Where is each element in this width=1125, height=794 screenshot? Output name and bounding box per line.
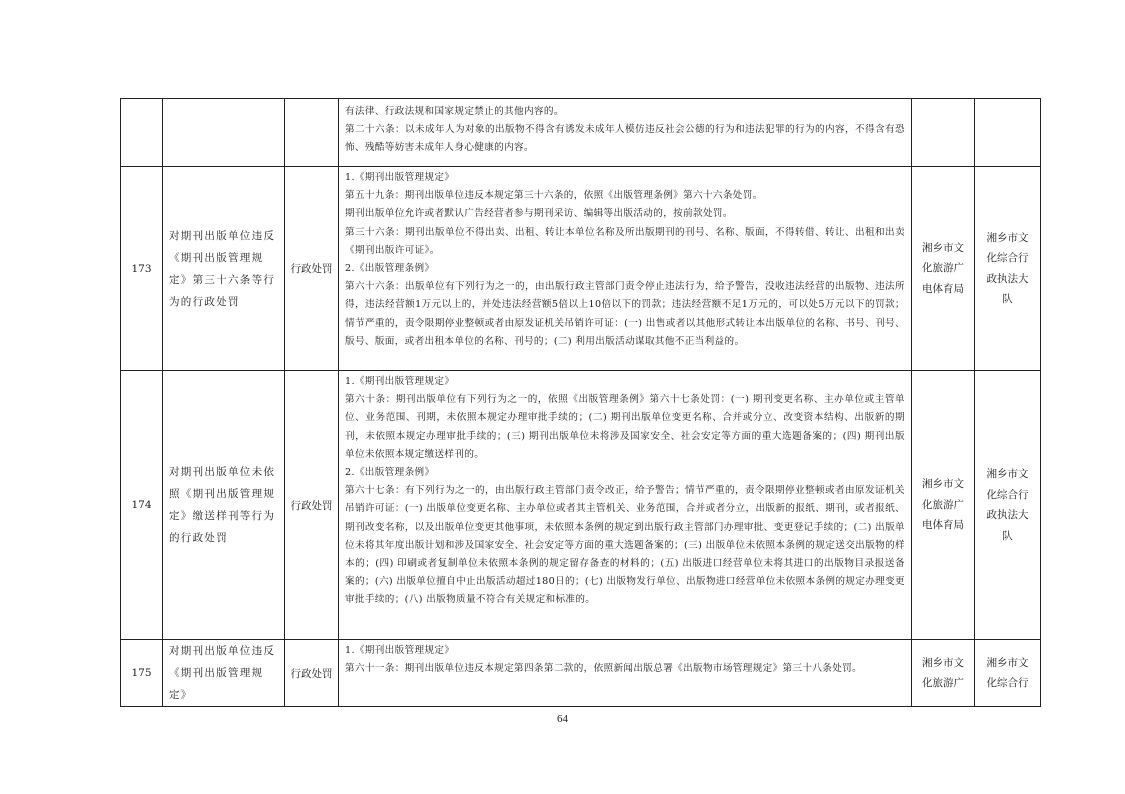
legal-basis (339, 167, 912, 371)
legal-basis (339, 371, 912, 640)
row-number: 174 (121, 371, 163, 640)
basis-line: 第六十六条：出版单位有下列行为之一的，由出版行政主管部门责令停止违法行为，给予警告，没收违法经营的出版物、违法所得，违法经营额1万元以上的，并处违法经营额5倍以上10倍以下的罚款；违法经营额不足1万元的，可以处5万元以下的罚款；情节严重的，责令限期停业整顿或者由原发证机关吊销许可证：(一) 出售或者以其他形式转让本出版单位的名称、书号、刊号、版号、版面，或者出租本单位的名称、刊号的；(二) 利用出版活动谋取其他不正当利益的。 (345, 281, 905, 347)
legal-basis (339, 640, 912, 707)
penalty-type: 行政处罚 (285, 167, 339, 371)
item-name: 对期刊出版单位未依照《期刊出版管理规定》缴送样刊等行为的行政处罚 (163, 371, 285, 640)
page-number: 64 (557, 713, 568, 725)
basis-line: 有法律、行政法规和国家规定禁止的其他内容的。 (345, 106, 564, 117)
basis-line: 1.《期刊出版管理规定》 (345, 376, 455, 387)
enforcement-agency (975, 99, 1041, 167)
basis-line: 第六十一条：期刊出版单位违反本规定第四条第二款的，依照新闻出版总署《出版物市场管理规定》第三十八条处罚。 (345, 663, 863, 675)
table-row (121, 640, 1041, 707)
enforcement-agency: 湘乡市文化综合行政执法大队 (975, 167, 1041, 371)
enforcement-agency: 湘乡市文化综合行 (975, 640, 1041, 707)
basis-line: 2.《出版管理条例》 (345, 263, 435, 275)
responsible-department: 湘乡市文化旅游广 (912, 640, 975, 707)
basis-line: 1.《期刊出版管理规定》 (345, 645, 455, 656)
penalty-type: 行政处罚 (285, 371, 339, 640)
enforcement-agency: 湘乡市文化综合行政执法大队 (975, 371, 1041, 640)
basis-line: 第六十条：期刊出版单位有下列行为之一的，依照《出版管理条例》第六十七条处罚：(一) 期刊变更名称、主办单位或主管单位、业务范围、刊期，未依照本规定办理审批手续的；(二) 期刊出版单位变更名称、合并或分立、改变资本结构、出版新的期刊，未依照本规定办理审批手续的；(三) 期刊出版单位未将涉及国家安全、社会安定等方面的重大选题备案的；(四) 期刊出版单位未依照本规定缴送样刊的。 (345, 394, 905, 460)
basis-line: 2.《出版管理条例》 (345, 467, 435, 479)
row-number (121, 99, 163, 167)
item-name: 对期刊出版单位违反《期刊出版管理规定》第三十六条等行为的行政处罚 (163, 167, 285, 371)
responsible-department: 湘乡市文化旅游广电体育局 (912, 371, 975, 640)
basis-line: 第三十六条：期刊出版单位不得出卖、出租、转让本单位名称及所出版期刊的刊号、名称、版面，不得转借、转让、出租和出卖《期刊出版许可证》。 (345, 226, 905, 256)
row-number: 173 (121, 167, 163, 371)
basis-line: 期刊出版单位允许或者默认广告经营者参与期刊采访、编辑等出版活动的，按前款处罚。 (345, 208, 733, 220)
table-row (121, 99, 1041, 167)
penalty-type: 行政处罚 (285, 640, 339, 707)
item-name (163, 99, 285, 167)
responsible-department (912, 99, 975, 167)
basis-line: 第五十九条：期刊出版单位违反本规定第三十六条的，依照《出版管理条例》第六十六条处罚。 (345, 190, 763, 202)
legal-basis (339, 99, 912, 167)
item-name: 对期刊出版单位违反《期刊出版管理规定》 (163, 640, 285, 707)
basis-line: 第二十六条：以未成年人为对象的出版物不得含有诱发未成年人模仿违反社会公德的行为和违法犯罪的行为的内容，不得含有恐怖、残酷等妨害未成年人身心健康的内容。 (345, 124, 905, 154)
regulation-table (120, 98, 1041, 707)
responsible-department: 湘乡市文化旅游广电体育局 (912, 167, 975, 371)
row-number: 175 (121, 640, 163, 707)
table-row (121, 371, 1041, 640)
basis-line: 1.《期刊出版管理规定》 (345, 172, 455, 183)
basis-line: 第六十七条：有下列行为之一的，由出版行政主管部门责令改正，给予警告；情节严重的，责令限期停业整顿或者由原发证机关吊销许可证：(一) 出版单位变更名称、主办单位或者其主管机关、业务范围，合并或者分立，出版新的报纸、期刊，或者报纸、期刊改变名称，以及出版单位变更其他事项，未依照本条例的规定到出版行政主管部门办理审批、变更登记手续的；(二) 出版单位未将其年度出版计划和涉及国家安全、社会安定等方面的重大选题备案的；(三) 出版单位未依照本条例的规定送交出版物的样本的；(四) 印刷或者复制单位未依照本条例的规定留存备查的材料的；(五) 出版进口经营单位未将其进口的出版物目录报送备案的；(六) 出版单位擅自中止出版活动超过180日的；(七) 出版物发行单位、出版物进口经营单位未依照本条例的规定办理变更审批手续的；(八) 出版物质量不符合有关规定和标准的。 (345, 485, 905, 606)
penalty-type (285, 99, 339, 167)
table-row (121, 167, 1041, 371)
